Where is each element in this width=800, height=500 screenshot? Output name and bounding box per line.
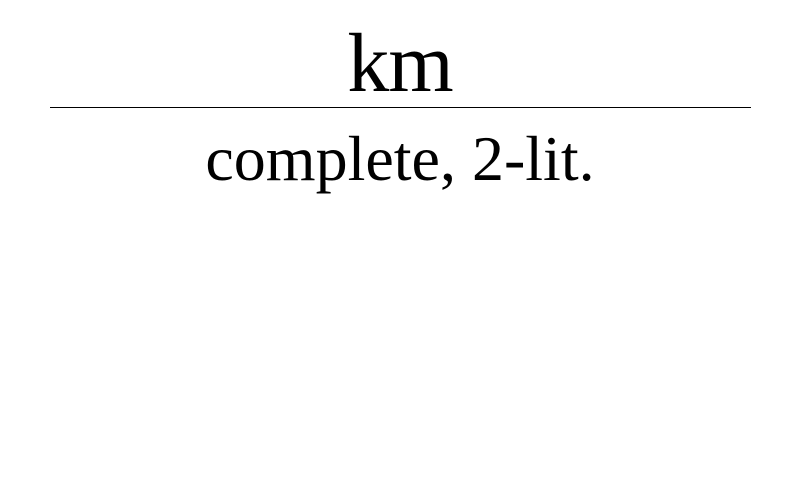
headword: km (347, 17, 453, 110)
divider-line (50, 107, 751, 108)
definition-gloss: complete, 2-lit. (205, 123, 595, 194)
